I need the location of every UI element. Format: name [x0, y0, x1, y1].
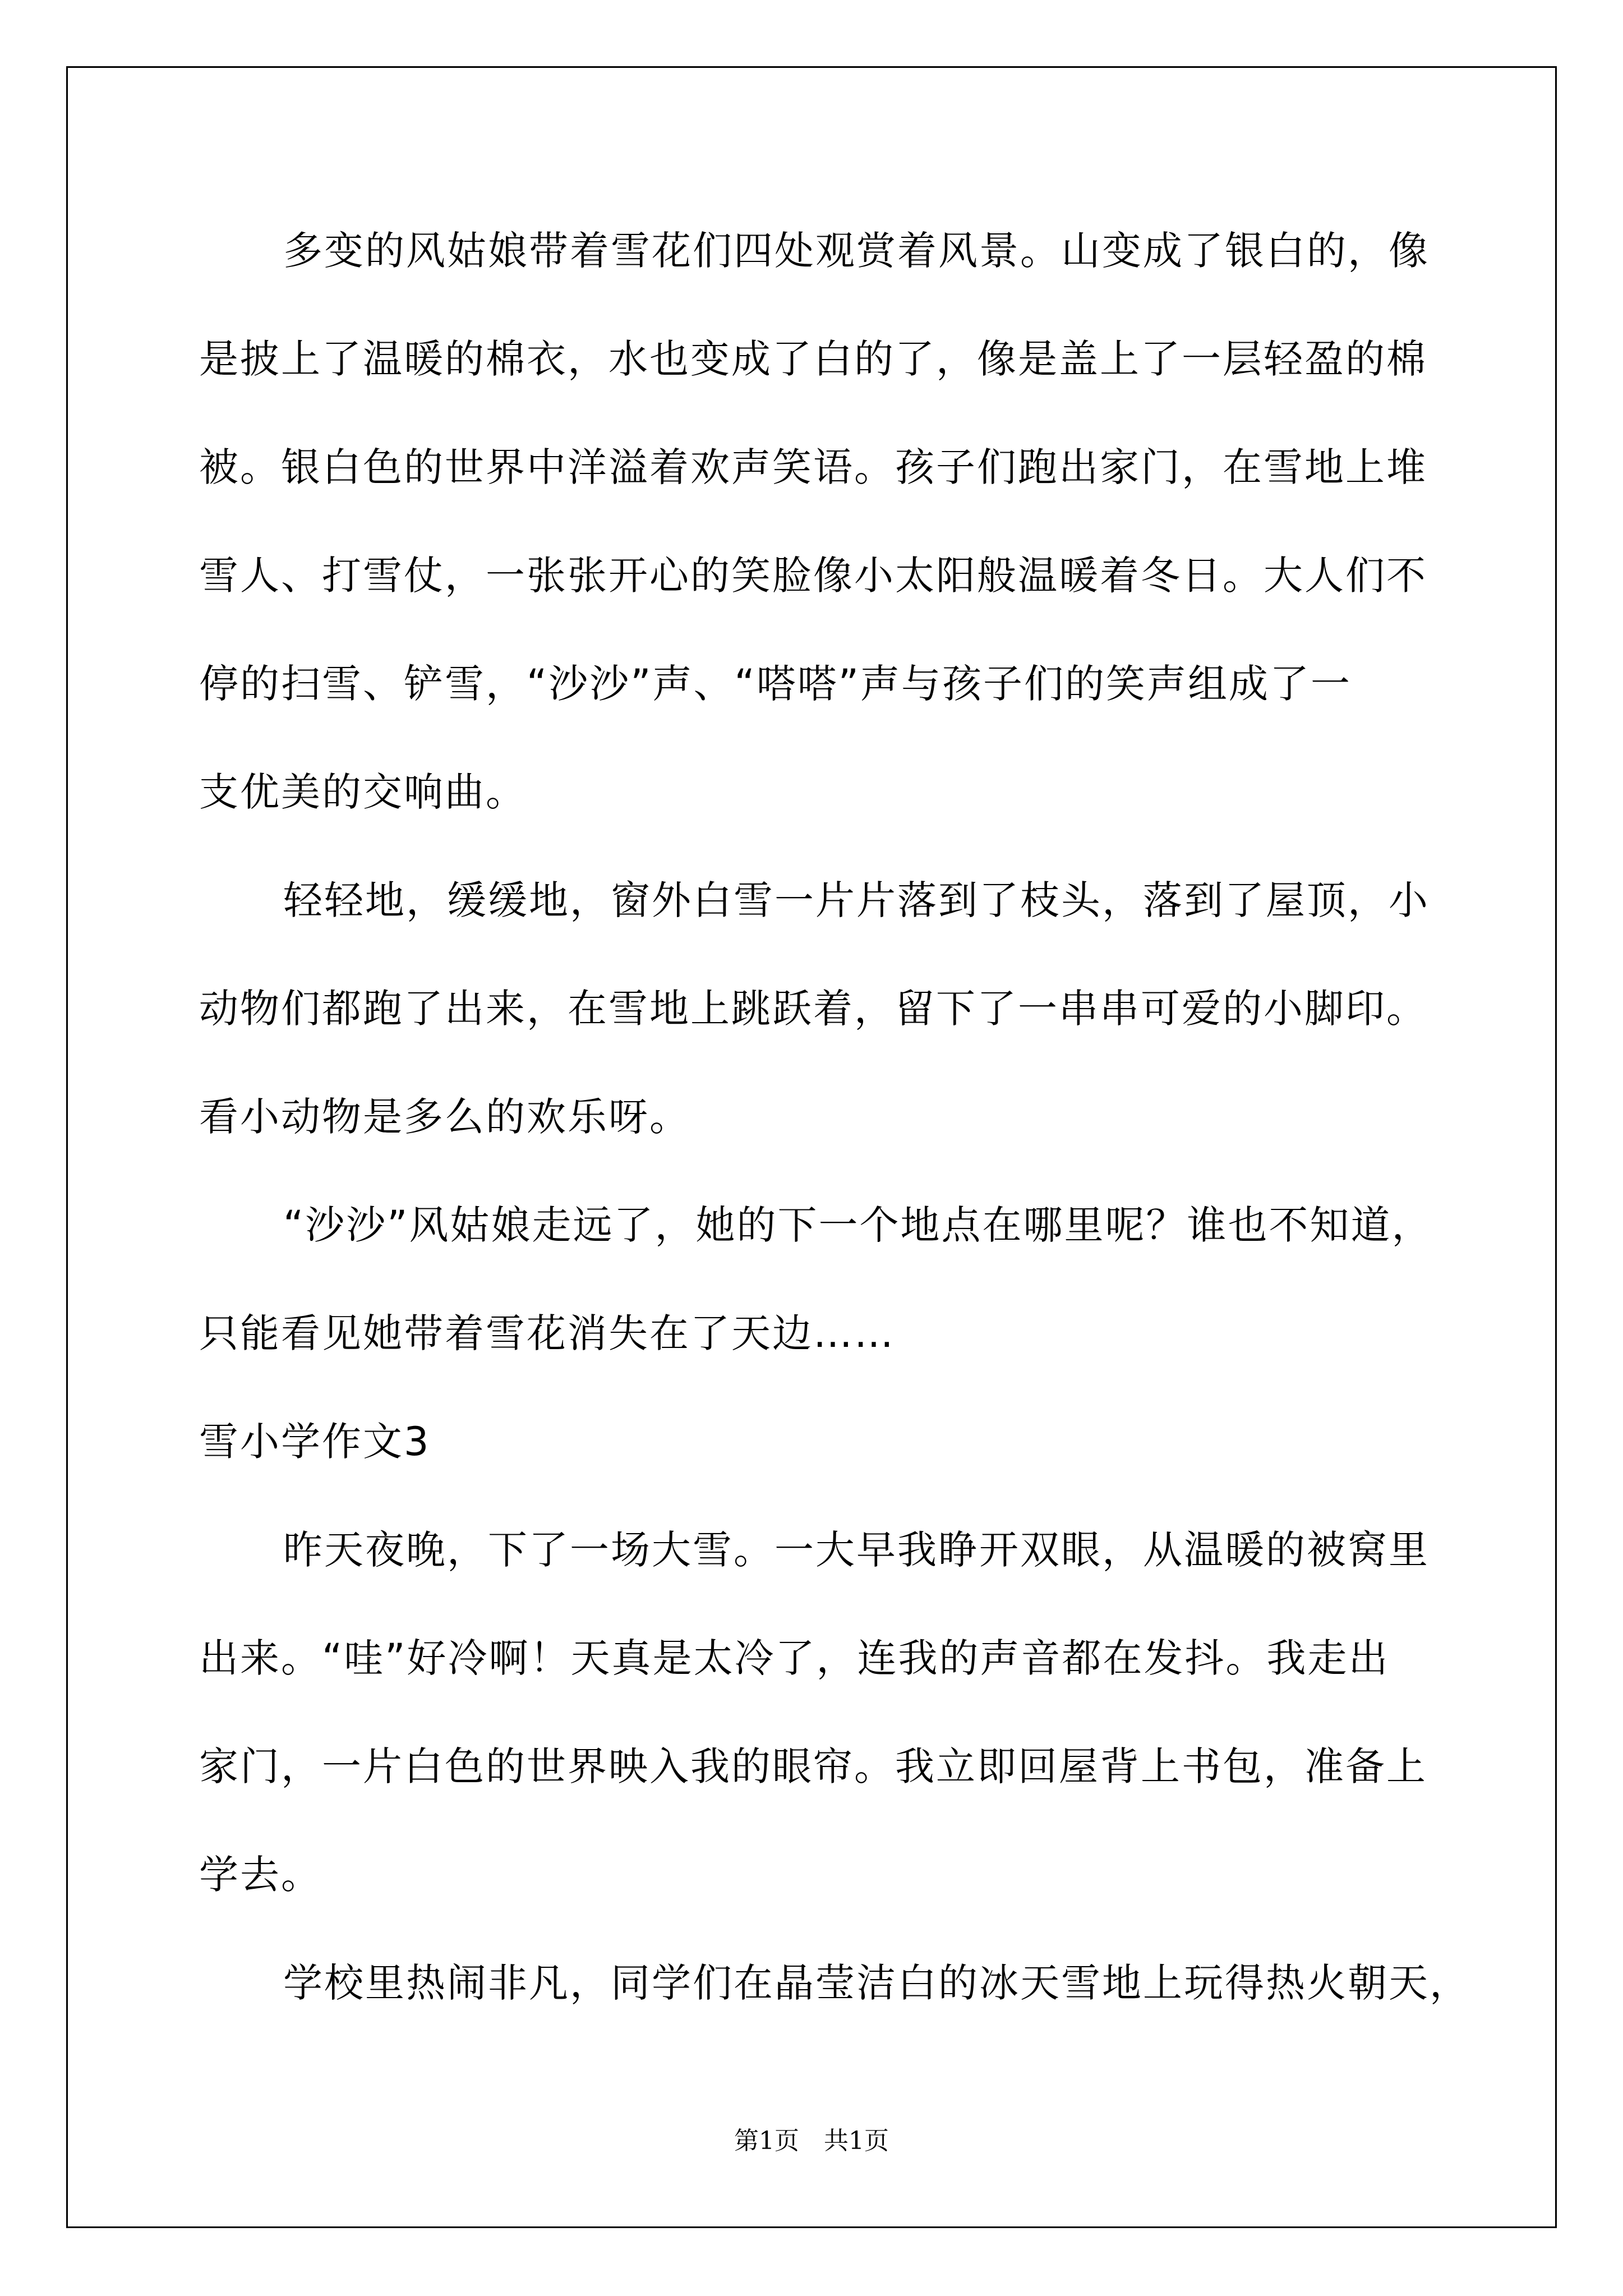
paragraph-line: 雪人、打雪仗，一张张开心的笑脸像小太阳般温暖着冬日。大人们不 [199, 553, 1427, 599]
paragraph-line: 出来。“哇”好冷啊！天真是太冷了，连我的声音都在发抖。我走出 [199, 1635, 1390, 1681]
paragraph-line: 动物们都跑了出来，在雪地上跳跃着，留下了一串串可爱的小脚印。 [199, 986, 1427, 1032]
paragraph-line: 看小动物是多么的欢乐呀。 [199, 1094, 690, 1140]
paragraph-line: 停的扫雪、铲雪，“沙沙”声、“嗒嗒”声与孩子们的笑声组成了一 [199, 661, 1352, 707]
page-number: 第1页 [734, 2127, 799, 2155]
paragraph-line: 昨天夜晚，下了一场大雪。一大早我睁开双眼，从温暖的被窝里 [283, 1527, 1430, 1573]
paragraph-line: 多变的风姑娘带着雪花们四处观赏着风景。山变成了银白的，像 [283, 228, 1430, 274]
paragraph-line: “沙沙”风姑娘走远了，她的下一个地点在哪里呢？谁也不知道， [283, 1202, 1433, 1248]
paragraph-line: 轻轻地，缓缓地，窗外白雪一片片落到了枝头，落到了屋顶，小 [283, 877, 1430, 923]
paragraph-line: 是披上了温暖的棉衣，水也变成了白的了，像是盖上了一层轻盈的棉 [199, 336, 1427, 382]
paragraph-line: 学校里热闹非凡，同学们在晶莹洁白的冰天雪地上玩得热火朝天， [283, 1960, 1470, 2006]
paragraph-line: 家门，一片白色的世界映入我的眼帘。我立即回屋背上书包，准备上 [199, 1743, 1427, 1789]
paragraph-line: 被。银白色的世界中洋溢着欢声笑语。孩子们跑出家门，在雪地上堆 [199, 444, 1427, 490]
paragraph-line: 学去。 [199, 1852, 322, 1898]
page-border [66, 66, 1557, 2228]
paragraph-line: 只能看见她带着雪花消失在了天边…… [199, 1310, 895, 1356]
page-footer [0, 2120, 1623, 2156]
section-heading: 雪小学作文3 [199, 1419, 431, 1465]
page-total: 共1页 [824, 2127, 889, 2155]
paragraph-line: 支优美的交响曲。 [199, 769, 527, 815]
